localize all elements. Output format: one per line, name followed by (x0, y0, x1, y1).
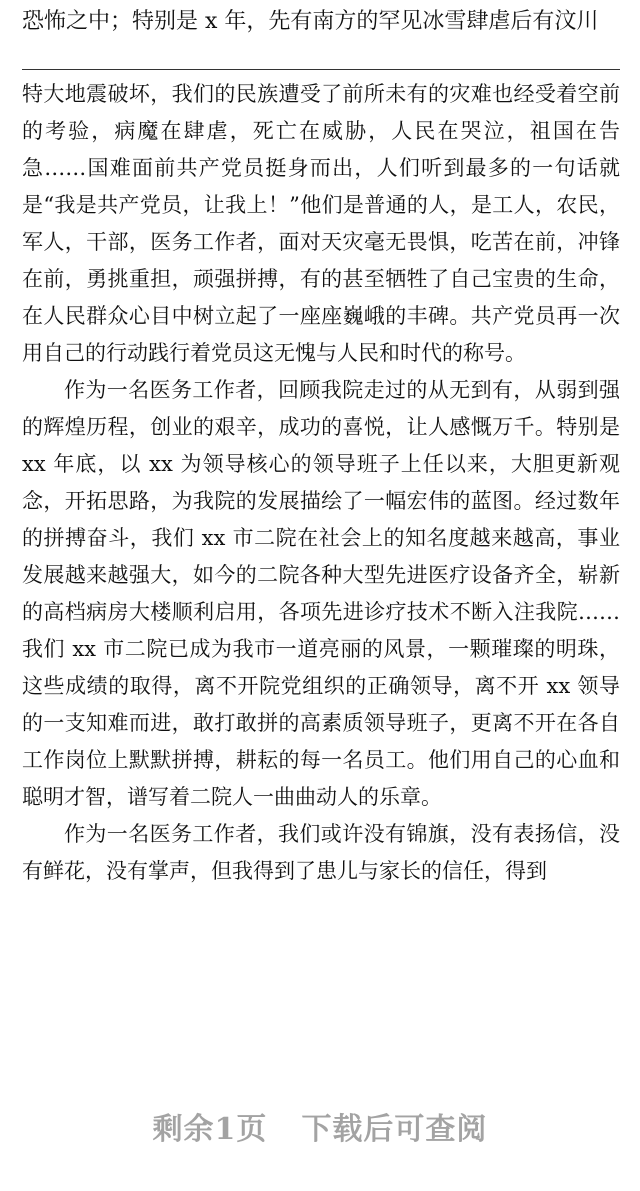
paragraph-2: 作为一名医务工作者，回顾我院走过的从无到有，从弱到强的辉煌历程，创业的艰辛，成功的喜悦，让人感慨万千。特别是 xx 年底，以 xx 为领导核心的领导班子上任以来，大胆更新观念，开拓思路，为我院的发展描绘了一幅宏伟的蓝图。经过数年的拼搏奋斗，我们 xx 市二院在社会上的知名度越来越高，事业发展越来越强大，如今的二院各种大型先进医疗设备齐全，崭新的高档病房大楼顺利启用，各项先进诊疗技术不断入注我院……我们 xx 市二院已成为我市一道亮丽的风景，一颗璀璨的明珠，这些成绩的取得，离不开院党组织的正确领导，离不开 xx 领导的一支知难而进，敢打敢拼的高素质领导班子，更离不开在各自工作岗位上默默拼搏，耕耘的每一名员工。他们用自己的心血和聪明才智，谱写着二院人一曲曲动人的乐章。 (22, 378, 620, 809)
download-to-view-link[interactable]: 下载后可查阅 (301, 1112, 488, 1147)
previous-page-fragment: 恐怖之中；特别是 x 年，先有南方的罕见冰雪肆虐后有汶川 (22, 9, 599, 34)
document-body (22, 76, 620, 890)
remaining-pages-label: 剩余1页 (152, 1112, 268, 1147)
page-divider (22, 69, 620, 70)
paragraph-3: 作为一名医务工作者，我们或许没有锦旗，没有表扬信，没有鲜花，没有掌声，但我得到了患儿与家长的信任，得到 (22, 822, 620, 883)
paragraph-1: 特大地震破坏，我们的民族遭受了前所未有的灾难也经受着空前的考验，病魔在肆虐，死亡在威胁，人民在哭泣，祖国在告急……国难面前共产党员挺身而出，人们听到最多的一句话就是“我是共产党员，让我上！”他们是普通的人，是工人，农民，军人，干部，医务工作者，面对天灾毫无畏惧，吃苦在前，冲锋在前，勇挑重担，顽强拼搏，有的甚至牺牲了自己宝贵的生命，在人民群众心目中树立起了一座座巍峨的丰碑。共产党员再一次用自己的行动践行着党员这无愧与人民和时代的称号。 (22, 82, 620, 365)
remaining-pages-banner[interactable] (0, 1110, 640, 1150)
